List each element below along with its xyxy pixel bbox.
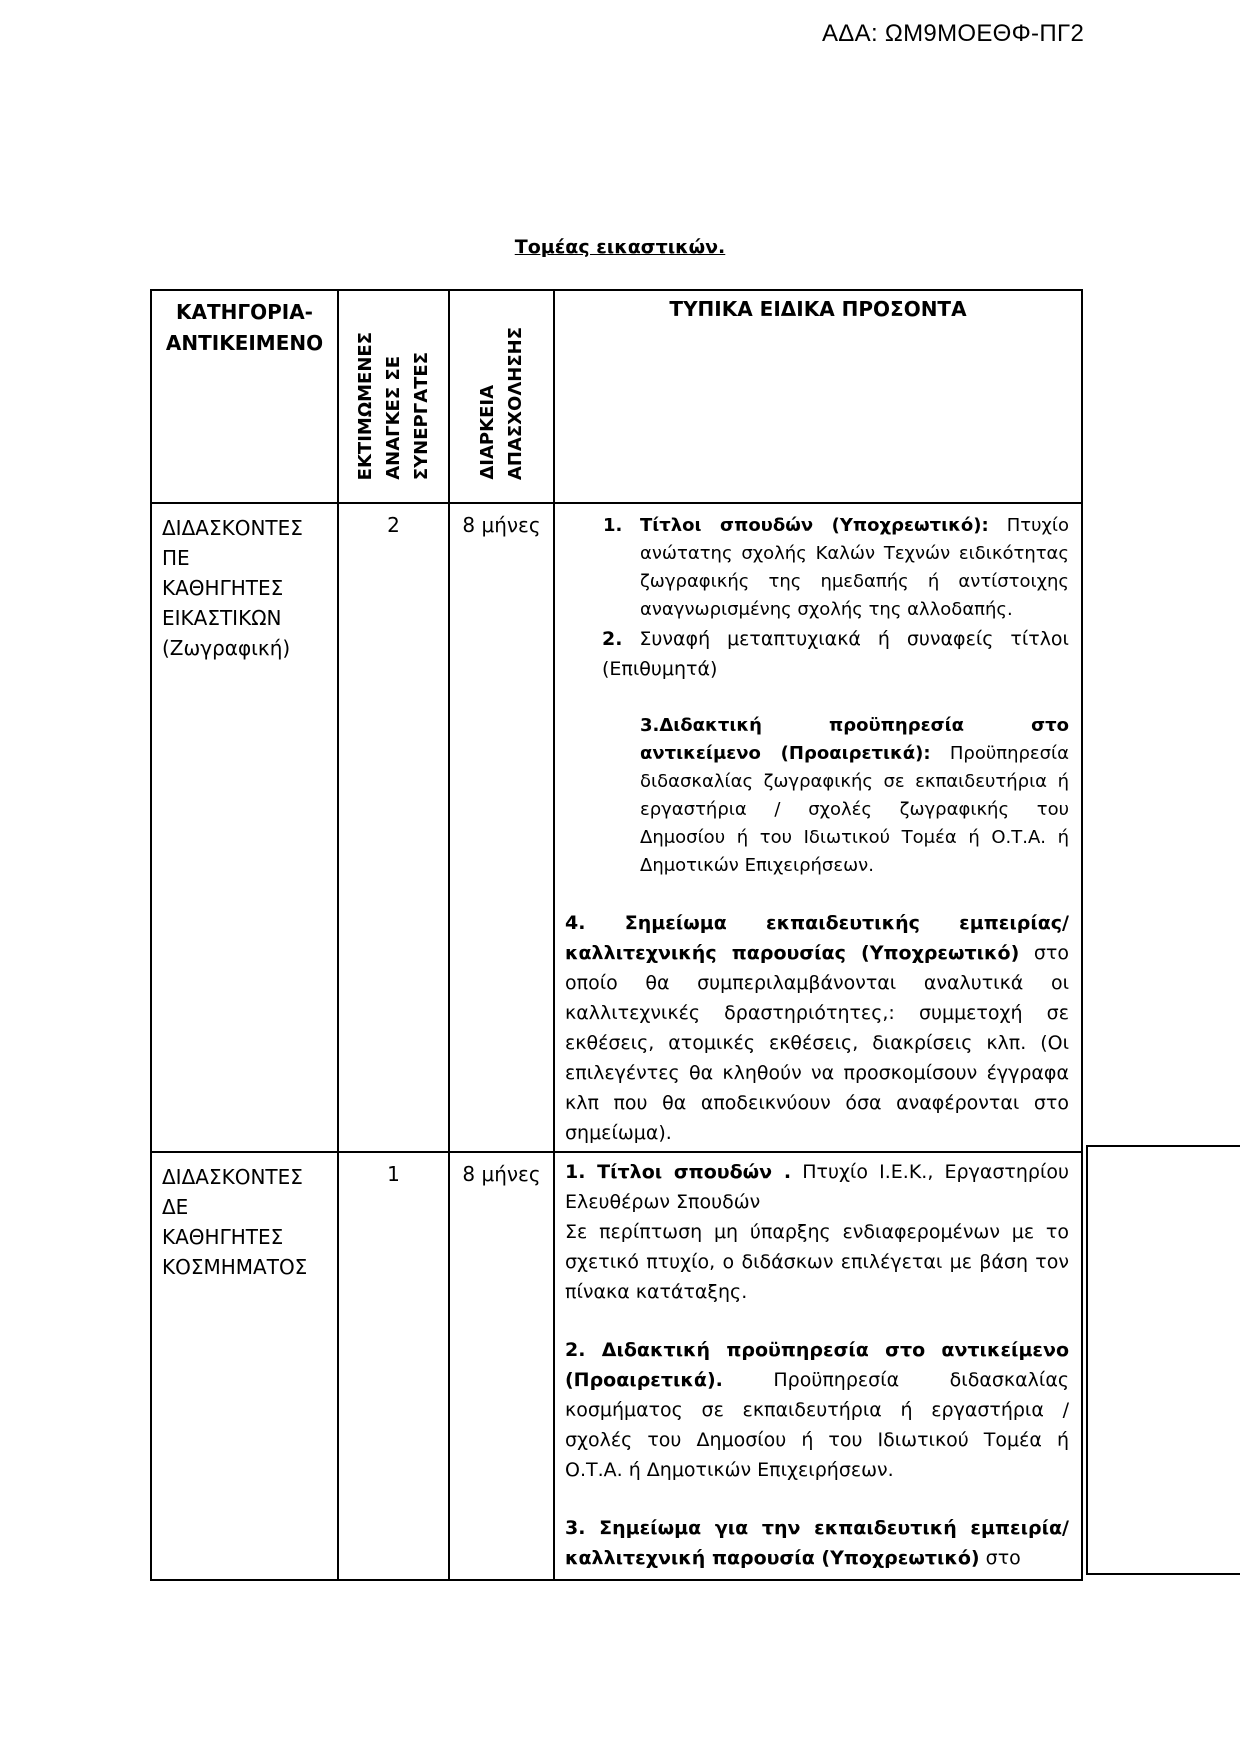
table-extra-border-top xyxy=(1087,1145,1240,1147)
item-heading: Τίτλοι σπουδών (Υποχρεωτικό): xyxy=(640,515,989,536)
row-duration: 8 μήνες xyxy=(449,503,554,1152)
item-text: Πτυχίο ανώτατης σχολής Καλών Τεχνών ειδικότητας ζωγραφικής της ημεδαπής ή αντίστοιχης αναγνωρισμένης σχολής της αλλοδαπής. xyxy=(640,515,1069,620)
header-duration-line2: ΑΠΑΣΧΟΛΗΣΗΣ xyxy=(504,326,526,480)
item-heading: 2. Διδακτική προϋπηρεσία στο αντικείμενο (Προαιρετικά). xyxy=(565,1339,1069,1391)
row-qualifications xyxy=(554,503,1082,1152)
category-line: ΔΕ xyxy=(162,1195,189,1219)
item-text: Συναφή μεταπτυχιακά ή συναφείς τίτλοι (Επιθυμητά) xyxy=(602,628,1069,680)
table-row xyxy=(151,503,1082,1152)
qualification-item-3 xyxy=(565,712,1069,880)
item-text: στο οποίο θα συμπεριλαμβάνονται αναλυτικά οι καλλιτεχνικές δραστηριότητες,: συμμετοχή σε εκθέσεις, ατομικές εκθέσεις, διακρίσεις κλπ. (Οι επιλεγέντες θα κληθούν να προσκομίσουν έγγραφα κλπ που θα αποδεικνύουν όσα αναφέρονται στο σημείωμα). xyxy=(565,942,1069,1144)
item-number: 1. xyxy=(603,515,623,536)
category-line: ΔΙΔΑΣΚΟΝΤΕΣ xyxy=(162,1165,303,1189)
category-line: (Ζωγραφική) xyxy=(162,636,291,660)
header-category-line1: ΚΑΤΗΓΟΡΙΑ- xyxy=(176,300,313,324)
row-category xyxy=(151,1152,338,1580)
table-row xyxy=(151,1152,1082,1580)
item-heading: 3.Διδακτική προϋπηρεσία στο αντικείμενο (Προαιρετικά): xyxy=(640,715,1069,764)
category-line: ΕΙΚΑΣΤΙΚΩΝ xyxy=(162,606,282,630)
table-extra-border-vertical xyxy=(1086,1145,1088,1575)
qualification-item-2 xyxy=(565,624,1069,684)
qualification-item-4 xyxy=(565,908,1069,1148)
ada-document-id: ΑΔΑ: ΩΜ9ΜΟΕΘΦ-ΠΓ2 xyxy=(822,20,1085,47)
category-line: ΔΙΔΑΣΚΟΝΤΕΣ xyxy=(162,516,303,540)
section-title-text: Τομέας εικαστικών. xyxy=(514,236,726,258)
row-category xyxy=(151,503,338,1152)
row-qualifications xyxy=(554,1152,1082,1580)
item-text: Προϋπηρεσία διδασκαλίας κοσμήματος σε εκπαιδευτήρια ή εργαστήρια / σχολές του Δημοσίου ή του Ιδιωτικού Τομέα ή Ο.Τ.Α. ή Δημοτικών Επιχειρήσεων. xyxy=(565,1369,1069,1481)
header-duration-line1: ΔΙΑΡΚΕΙΑ xyxy=(476,385,498,480)
requirements-table xyxy=(150,289,1083,1581)
category-line: ΚΑΘΗΓΗΤΕΣ xyxy=(162,1225,284,1249)
row-count: 1 xyxy=(338,1152,449,1580)
row-count: 2 xyxy=(338,503,449,1152)
header-needs-line3: ΣΥΝΕΡΓΑΤΕΣ xyxy=(410,351,432,480)
header-category xyxy=(151,290,338,503)
item-text: Πτυχίο Ι.Ε.Κ., Εργαστηρίου Ελευθέρων Σπουδών xyxy=(565,1161,1069,1213)
category-line: ΚΑΘΗΓΗΤΕΣ xyxy=(162,576,284,600)
header-needs-line1: ΕΚΤΙΜΩΜΕΝΕΣ xyxy=(354,331,376,480)
item-heading: 1. Τίτλοι σπουδών . xyxy=(565,1161,792,1183)
table-extra-border-bottom xyxy=(1087,1573,1240,1575)
row-duration: 8 μήνες xyxy=(449,1152,554,1580)
header-category-line2: ΑΝΤΙΚΕΙΜΕΝΟ xyxy=(165,331,324,355)
header-needs-line2: ΑΝΑΓΚΕΣ ΣΕ xyxy=(382,356,404,480)
section-title xyxy=(0,236,1240,258)
header-duration xyxy=(449,290,554,503)
qualification-item-3 xyxy=(565,1513,1069,1573)
category-line: ΠΕ xyxy=(162,546,190,570)
qualification-item-2 xyxy=(565,1335,1069,1485)
table-header-row xyxy=(151,290,1082,503)
header-estimated-needs xyxy=(338,290,449,503)
item-text: Προϋπηρεσία διδασκαλίας ζωγραφικής σε εκπαιδευτήρια ή εργαστήρια / σχολές ζωγραφικής του Δημοσίου ή του Ιδιωτικού Τομέα ή Ο.Τ.Α. ή Δημοτικών Επιχειρήσεων. xyxy=(640,743,1070,876)
qualification-item-1 xyxy=(565,512,1069,624)
header-qualifications: ΤΥΠΙΚΑ ΕΙΔΙΚΑ ΠΡΟΣΟΝΤΑ xyxy=(554,290,1082,503)
qualification-note: Σε περίπτωση μη ύπαρξης ενδιαφερομένων με το σχετικό πτυχίο, ο διδάσκων επιλέγεται με βάση τον πίνακα κατάταξης. xyxy=(565,1221,1069,1303)
category-line: ΚΟΣΜΗΜΑΤΟΣ xyxy=(162,1255,308,1279)
item-heading: 3. Σημείωμα για την εκπαιδευτική εμπειρία/ καλλιτεχνική παρουσία (Υποχρεωτικό) xyxy=(565,1517,1069,1569)
item-heading: 2. xyxy=(602,628,623,650)
item-text: στο xyxy=(979,1547,1021,1569)
item-heading: 4. Σημείωμα εκπαιδευτικής εμπειρίας/ καλλιτεχνικής παρουσίας (Υποχρεωτικό) xyxy=(565,912,1069,964)
qualification-item-1 xyxy=(565,1157,1069,1217)
